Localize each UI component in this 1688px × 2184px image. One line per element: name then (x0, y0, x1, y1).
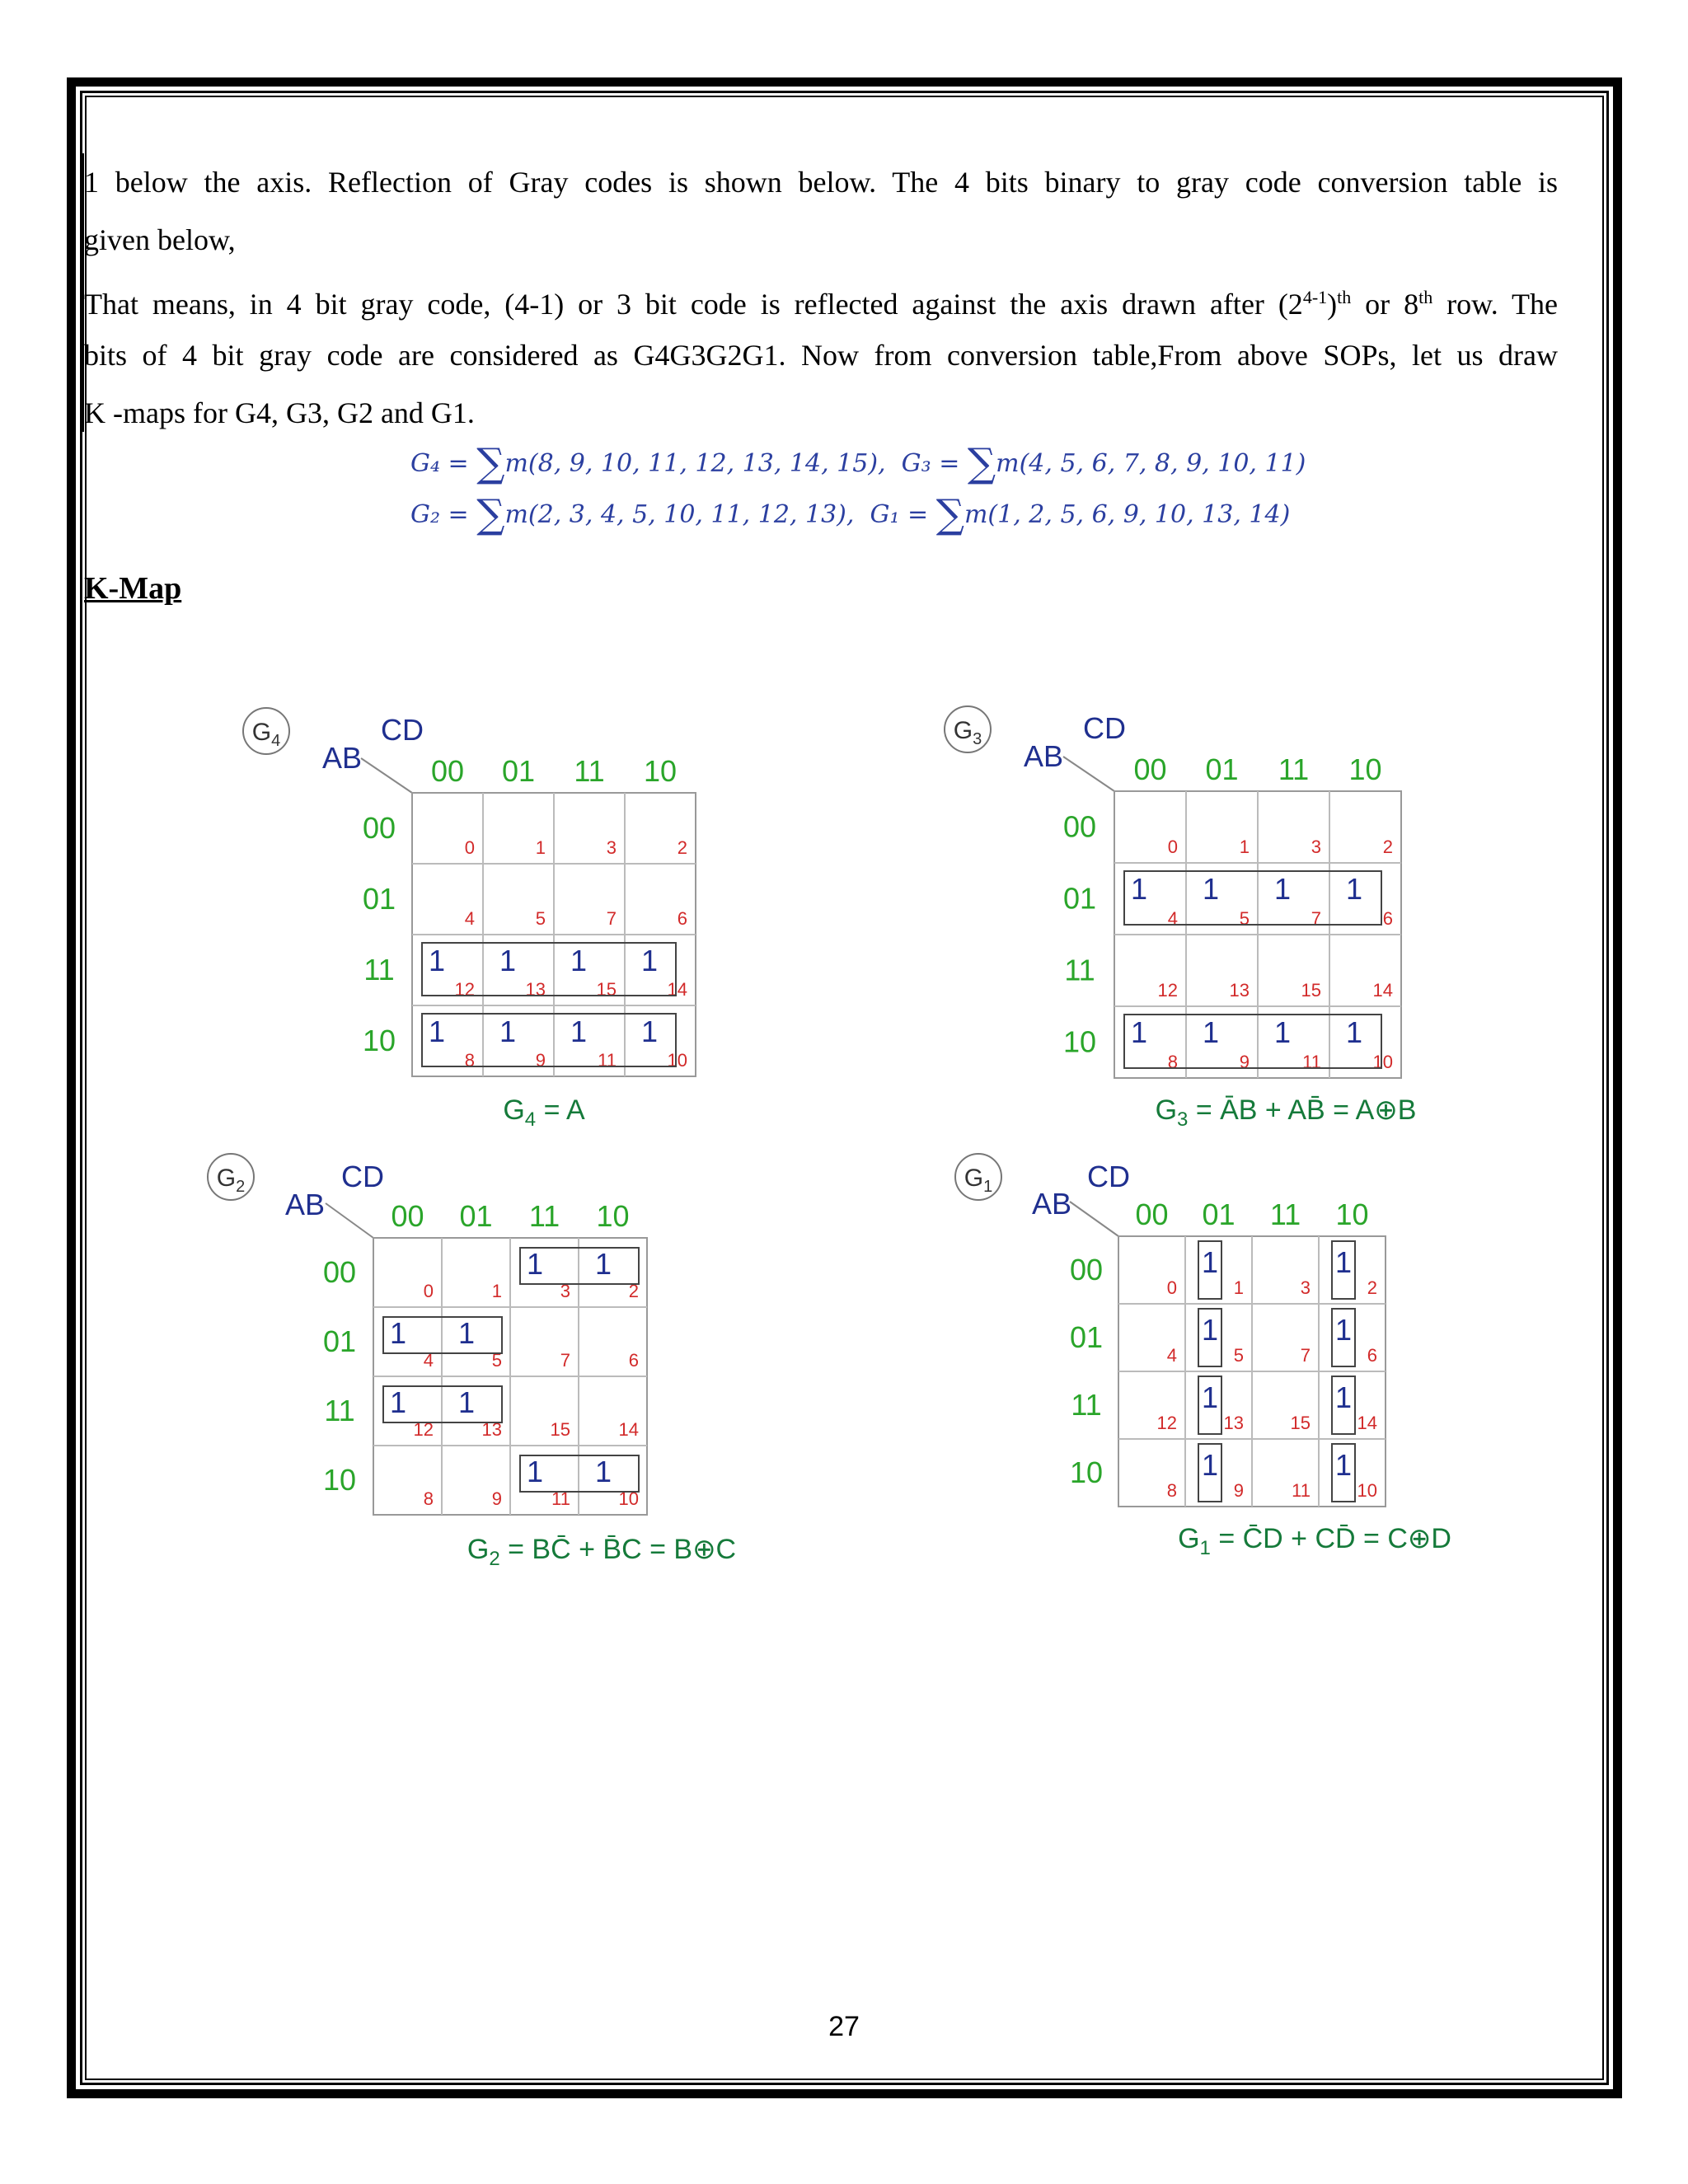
body-line-4: bits of 4 bit gray code are considered as G4G3G2G1. Now from conversion table,From above SOPs, let us draw (84, 339, 1558, 372)
kmap-g1-cell-number: 15 (1290, 1413, 1311, 1433)
kmap-g4-badge-label: $G_4$ (251, 719, 281, 750)
kmap-g1-cell-number: 7 (1300, 1345, 1311, 1366)
kmap-g4-cell-number: 0 (464, 837, 475, 858)
kmap-g1-cell-one: 1 (1201, 1313, 1219, 1347)
kmap-g1-cell-one: 1 (1334, 1245, 1353, 1279)
kmap-g2-cell-number: 6 (628, 1350, 639, 1371)
kmap-g4-row-code-00: 00 (362, 811, 396, 845)
kmap-g2-row-code-10: 10 (322, 1463, 357, 1497)
kmap-g4-cell-one: 1 (640, 1015, 659, 1048)
kmap-g2-cell-number: 14 (618, 1419, 639, 1440)
kmap-g2-cell-one: 1 (389, 1385, 407, 1419)
kmap-g3-group-box (1124, 871, 1381, 925)
kmap-g4-cell-one: 1 (570, 1015, 588, 1048)
kmap-g1-row-code-11: 11 (1071, 1388, 1102, 1422)
kmap-g4-cell-number: 10 (667, 1050, 687, 1071)
kmap-g1-cell-one: 1 (1334, 1448, 1353, 1482)
kmap-g2-cell-number: 0 (423, 1281, 434, 1301)
kmap-g3-cell-number: 2 (1382, 837, 1393, 857)
page-number: 27 (828, 2011, 860, 2042)
kmap-g4-group-box (422, 1014, 676, 1066)
kmap-g3-cell-number: 12 (1157, 980, 1178, 1001)
kmap-g3-cell-number: 5 (1239, 908, 1250, 929)
kmap-g1-col-code-11: 11 (1269, 1197, 1301, 1231)
formula-g4: G₄ = ∑m(8, 9, 10, 11, 12, 13, 14, 15), (410, 440, 886, 486)
kmap-g4-ab-label: AB (321, 741, 363, 775)
kmap-g2-row-code-11: 11 (324, 1394, 355, 1427)
kmap-g1-row-code-00: 00 (1069, 1253, 1104, 1286)
kmap-g2-cd-label: CD (341, 1160, 384, 1193)
kmap-g1-cell-number: 4 (1166, 1345, 1177, 1366)
kmap-g3-col-code-00: 00 (1133, 752, 1167, 786)
kmap-g4-col-code-10: 10 (643, 754, 678, 788)
kmap-g1-cell-one: 1 (1334, 1380, 1353, 1414)
kmap-g3-cell-one: 1 (1130, 1015, 1148, 1049)
kmap-g4-cell-one: 1 (570, 944, 588, 977)
kmap-g3-group-box (1124, 1015, 1381, 1068)
kmap-g2-cell-number: 4 (423, 1350, 434, 1371)
kmap-g2-col-code-01: 01 (459, 1199, 493, 1233)
kmap-g3-cell-number: 1 (1239, 837, 1250, 857)
kmap-g3-result: $G_3$ = ĀB + AB̄ = A⊕B (1155, 1094, 1417, 1131)
kmap-g2-cell-number: 9 (491, 1488, 502, 1509)
kmap-g4-cell-one: 1 (499, 944, 517, 977)
kmap-g4-cell-number: 14 (667, 979, 687, 1000)
kmap-g4-cell-number: 3 (606, 837, 617, 858)
kmap-g4-cell-number: 7 (606, 908, 617, 929)
kmap-g1-cell-one: 1 (1334, 1313, 1353, 1347)
kmap-g2-cell-number: 8 (423, 1488, 434, 1509)
body-line-3: That means, in 4 bit gray code, (4-1) or 3 bit code is reflected against the axis drawn after $(2^{4-1})^{th}$ or 8th row. The (84, 287, 1558, 321)
kmap-g3-row-code-11: 11 (1064, 953, 1095, 987)
kmap-g2-cell-number: 1 (491, 1281, 502, 1301)
kmap-g4-col-code-11: 11 (574, 754, 605, 788)
kmap-g1-cd-label: CD (1087, 1160, 1130, 1193)
kmap-g3-row-code-01: 01 (1062, 881, 1097, 916)
kmap-g3-cell-one: 1 (1345, 1015, 1363, 1049)
kmap-g4-cd-label: CD (381, 713, 424, 747)
formula-g1: G₁ = ∑m(1, 2, 5, 6, 9, 10, 13, 14) (870, 491, 1291, 537)
kmap-g1-ab-label: AB (1031, 1187, 1072, 1221)
kmap-g3-cell-number: 7 (1311, 908, 1321, 929)
kmap-g4-cell-number: 12 (454, 979, 475, 1000)
kmap-g1-cell-one: 1 (1201, 1245, 1219, 1279)
kmap-g3-cell-number: 15 (1301, 980, 1321, 1001)
kmap-g3-cell-number: 8 (1167, 1052, 1178, 1072)
section-heading: K-Map (84, 571, 182, 606)
kmap-g1-badge-label: $G_1$ (964, 1165, 993, 1196)
kmap-g1-diagonal (1070, 1202, 1118, 1236)
body-line-1: 1 below the axis. Reflection of Gray codes is shown below. The 4 bits binary to gray code conversion table is (84, 166, 1558, 199)
kmap-g1-cell-number: 12 (1156, 1413, 1177, 1433)
kmap-g4-cell-number: 6 (677, 908, 687, 929)
formula-g3: G₃ = ∑m(4, 5, 6, 7, 8, 9, 10, 11) (901, 440, 1306, 486)
kmap-g1-cell-number: 3 (1300, 1277, 1311, 1298)
kmap-g3-col-code-11: 11 (1278, 752, 1310, 786)
kmap-g1-cell-number: 14 (1357, 1413, 1377, 1433)
kmap-g3-ab-label: AB (1023, 739, 1064, 773)
kmap-g3-cell-number: 3 (1311, 837, 1321, 857)
kmap-g3-cell-number: 10 (1372, 1052, 1393, 1072)
kmap-g3-cell-one: 1 (1345, 872, 1363, 906)
kmap-g3-row-code-10: 10 (1062, 1024, 1097, 1059)
kmap-g3-cell-number: 6 (1382, 908, 1393, 929)
kmap-g1-row-code-10: 10 (1069, 1455, 1104, 1489)
kmap-g4-cell-one: 1 (499, 1015, 517, 1048)
kmap-g4-row-code-01: 01 (362, 882, 396, 916)
kmap-g1-cell-number: 8 (1166, 1480, 1177, 1501)
kmap-g1-col-code-01: 01 (1202, 1197, 1236, 1231)
kmap-g2-result: $G_2$ = BC̄ + B̄C = B⊕C (467, 1534, 737, 1570)
kmap-g3-cell-number: 0 (1167, 837, 1178, 857)
kmap-g4-cell-one: 1 (640, 944, 659, 977)
kmap-g2-badge-label: $G_2$ (216, 1165, 246, 1196)
kmap-g2-cell-number: 10 (618, 1488, 639, 1509)
kmap-g3-cell-one: 1 (1130, 872, 1148, 906)
kmap-g4-col-code-00: 00 (430, 754, 465, 788)
kmap-g3-cell-number: 9 (1239, 1052, 1250, 1072)
kmap-g2-cell-number: 15 (550, 1419, 570, 1440)
kmap-g3-cd-label: CD (1083, 711, 1126, 745)
kmap-g1-col-code-00: 00 (1135, 1197, 1169, 1231)
kmap-g4-cell-one: 1 (428, 944, 446, 977)
body-line-5: K -maps for G4, G3, G2 and G1. (84, 396, 475, 429)
kmap-g1-cell-number: 5 (1233, 1345, 1244, 1366)
kmap-g2-cell-one: 1 (526, 1455, 544, 1488)
kmap-g3-col-code-01: 01 (1205, 752, 1239, 786)
kmap-g2-cell-number: 12 (413, 1419, 434, 1440)
kmap-g2-cell-one: 1 (457, 1316, 476, 1350)
kmap-g1-result: $G_1$ = C̄D + CD̄ = C⊕D (1178, 1523, 1451, 1559)
kmap-g4-result: $G_4 = A$ (503, 1094, 585, 1131)
kmap-g2-cell-one: 1 (389, 1316, 407, 1350)
kmap-g2-diagonal (326, 1203, 373, 1238)
kmap-g3-diagonal (1063, 757, 1114, 791)
kmap-g1-col-code-10: 10 (1335, 1197, 1369, 1231)
kmap-g2-cell-one: 1 (457, 1385, 476, 1419)
kmap-g4-cell-number: 2 (677, 837, 687, 858)
kmap-g1-cell-one: 1 (1201, 1380, 1219, 1414)
kmap-g3-cell-one: 1 (1273, 1015, 1292, 1049)
body-line-2: given below, (84, 223, 236, 256)
kmap-g1-cell-number: 13 (1223, 1413, 1244, 1433)
kmap-g1-cell-one: 1 (1201, 1448, 1219, 1482)
kmap-g3-cell-one: 1 (1202, 1015, 1220, 1049)
kmap-g3-row-code-00: 00 (1062, 809, 1097, 844)
kmap-g1-cell-number: 6 (1367, 1345, 1377, 1366)
kmap-g1-cell-number: 1 (1233, 1277, 1244, 1298)
kmap-g3-cell-number: 13 (1229, 980, 1250, 1001)
kmap-g4-cell-number: 13 (525, 979, 546, 1000)
kmap-g2-col-code-00: 00 (391, 1199, 424, 1233)
kmap-g2-cell-number: 5 (491, 1350, 502, 1371)
kmap-g1-cell-number: 9 (1233, 1480, 1244, 1501)
kmap-g1-cell-number: 10 (1357, 1480, 1377, 1501)
kmap-g3-cell-one: 1 (1273, 872, 1292, 906)
kmap-g2-ab-label: AB (284, 1188, 326, 1221)
kmap-g4-cell-number: 11 (598, 1050, 617, 1071)
kmap-g3-col-code-10: 10 (1348, 752, 1382, 786)
kmap-g4-cell-number: 5 (535, 908, 546, 929)
kmap-g2-cell-number: 13 (481, 1419, 502, 1440)
kmap-g3-cell-number: 11 (1302, 1052, 1321, 1072)
kmap-g3-cell-number: 4 (1167, 908, 1178, 929)
kmap-g2-row-code-00: 00 (322, 1255, 357, 1289)
kmap-g2-cell-number: 2 (628, 1281, 639, 1301)
kmap-g4-cell-number: 1 (535, 837, 546, 858)
kmap-g2-row-code-01: 01 (322, 1324, 357, 1358)
kmap-g3-badge-label: $G_3$ (953, 717, 982, 748)
kmap-g4-cell-number: 9 (535, 1050, 546, 1071)
kmap-g4-row-code-11: 11 (363, 953, 395, 987)
kmap-g2-col-code-11: 11 (528, 1199, 560, 1233)
kmap-g1-cell-number: 11 (1292, 1480, 1311, 1501)
kmap-g2-cell-one: 1 (594, 1247, 612, 1281)
kmap-g4-cell-number: 8 (464, 1050, 475, 1071)
formula-g2: G₂ = ∑m(2, 3, 4, 5, 10, 11, 12, 13), (410, 491, 855, 537)
kmap-g2-cell-one: 1 (594, 1455, 612, 1488)
kmap-g2-cell-one: 1 (526, 1247, 544, 1281)
kmap-g4-diagonal (361, 758, 412, 793)
kmap-g4-cell-number: 4 (464, 908, 475, 929)
kmap-g1-cell-number: 2 (1367, 1277, 1377, 1298)
kmap-g2-cell-number: 3 (560, 1281, 570, 1301)
kmap-g1-cell-number: 0 (1166, 1277, 1177, 1298)
kmap-g4-row-code-10: 10 (362, 1024, 396, 1057)
kmap-g3-cell-number: 14 (1372, 980, 1393, 1001)
kmap-g4-col-code-01: 01 (501, 754, 536, 788)
kmap-g2-cell-number: 11 (551, 1488, 570, 1509)
kmap-g2-col-code-10: 10 (596, 1199, 630, 1233)
kmap-g4-cell-one: 1 (428, 1015, 446, 1048)
kmap-g1-row-code-01: 01 (1069, 1320, 1104, 1354)
kmap-g4-cell-number: 15 (596, 979, 617, 1000)
kmap-g2-cell-number: 7 (560, 1350, 570, 1371)
kmap-g3-cell-one: 1 (1202, 872, 1220, 906)
